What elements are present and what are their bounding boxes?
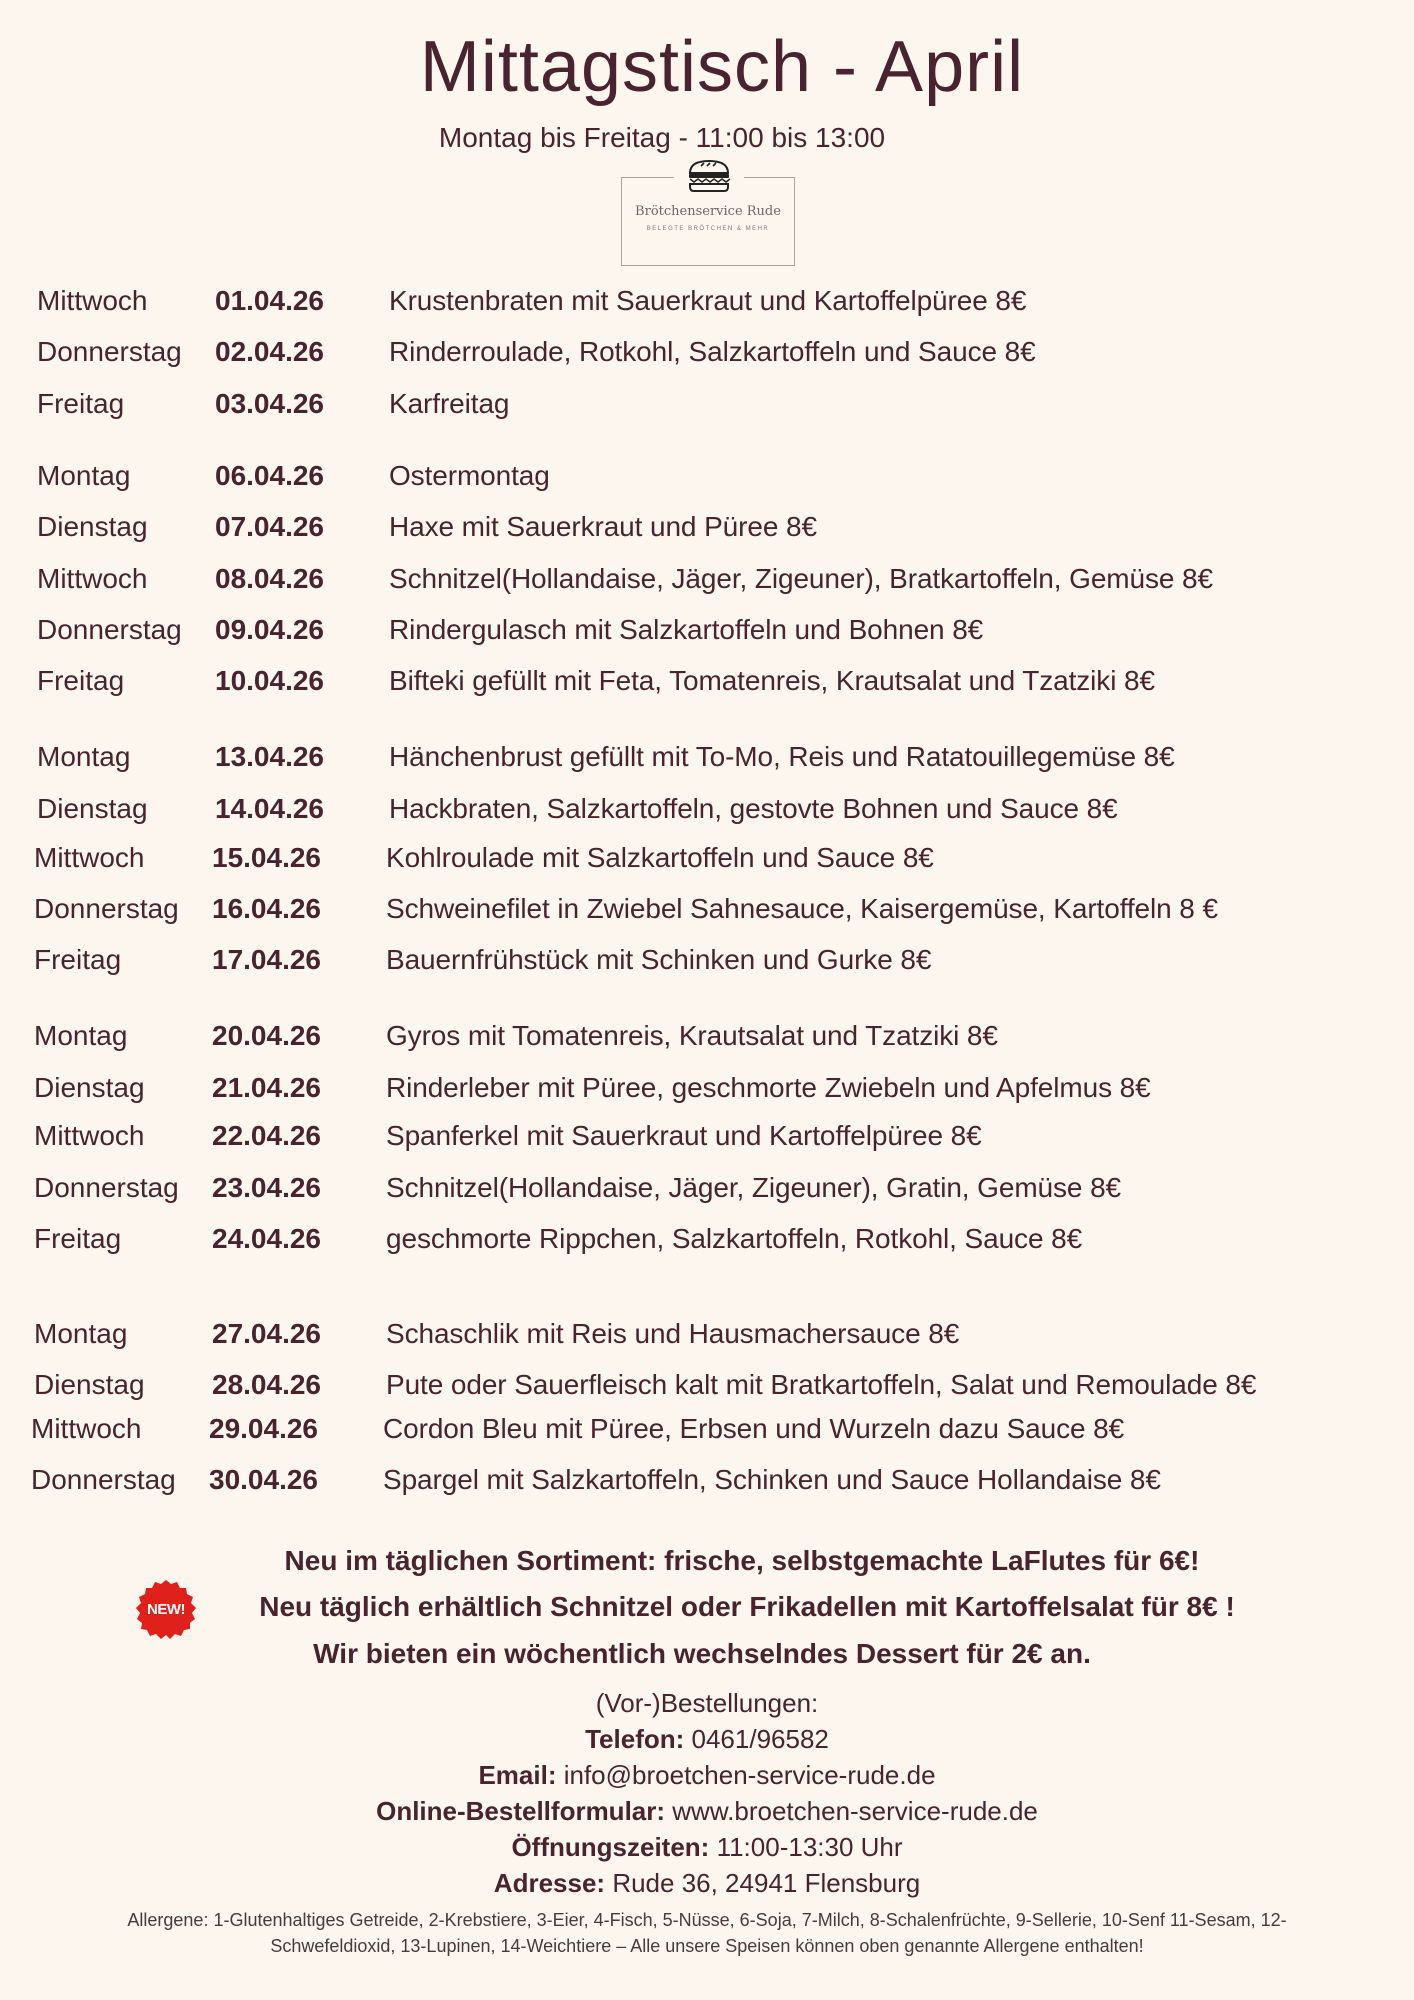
menu-date: 09.04.26 xyxy=(215,614,324,645)
menu-date: 07.04.26 xyxy=(215,511,324,542)
menu-day: Freitag xyxy=(37,665,125,696)
website-link[interactable]: www.broetchen-service-rude.de xyxy=(672,1796,1038,1826)
email-link[interactable]: info@broetchen-service-rude.de xyxy=(563,1760,936,1790)
menu-dish: Rindergulasch mit Salzkartoffeln und Bohnen 8€ xyxy=(389,614,984,645)
menu-date: 29.04.26 xyxy=(209,1413,318,1444)
menu-row xyxy=(0,1314,1414,1354)
hours-label: Öffnungszeiten: xyxy=(511,1832,710,1862)
menu-date: 22.04.26 xyxy=(212,1120,321,1151)
menu-dish: geschmorte Rippchen, Salzkartoffeln, Rotkohl, Sauce 8€ xyxy=(386,1223,1083,1254)
menu-row xyxy=(0,789,1414,829)
menu-row xyxy=(0,559,1414,599)
new-badge-label: NEW! xyxy=(147,1601,185,1618)
menu-row xyxy=(0,507,1414,547)
phone-value[interactable]: 0461/96582 xyxy=(691,1724,829,1754)
menu-day: Montag xyxy=(37,741,131,772)
menu-row xyxy=(0,1068,1414,1108)
menu-date: 23.04.26 xyxy=(212,1172,321,1203)
promo-laflutes: Neu im täglichen Sortiment: frische, selbstgemachte LaFlutes für 6€! xyxy=(284,1545,1200,1576)
menu-dish: Schnitzel(Hollandaise, Jäger, Zigeuner), Gratin, Gemüse 8€ xyxy=(386,1172,1122,1203)
menu-dish: Bauernfrühstück mit Schinken und Gurke 8€ xyxy=(386,944,932,975)
menu-day: Dienstag xyxy=(34,1072,145,1103)
page-title: Mittagstisch - April xyxy=(419,27,1025,107)
menu-date: 01.04.26 xyxy=(215,285,324,316)
menu-date: 17.04.26 xyxy=(212,944,321,975)
orders-heading: (Vor-)Bestellungen: xyxy=(595,1688,819,1718)
menu-date: 10.04.26 xyxy=(215,665,324,696)
menu-dish: Rinderroulade, Rotkohl, Salzkartoffeln und Sauce 8€ xyxy=(389,336,1036,367)
menu-row xyxy=(0,1168,1414,1208)
menu-row xyxy=(0,1460,1414,1500)
promo-dessert: Wir bieten ein wöchentlich wechselndes Dessert für 2€ an. xyxy=(313,1638,1091,1669)
contact-phone xyxy=(0,1721,1414,1757)
menu-date: 20.04.26 xyxy=(212,1020,321,1051)
address-value: Rude 36, 24941 Flensburg xyxy=(612,1868,921,1898)
order-form-label: Online-Bestellformular: xyxy=(376,1796,666,1826)
menu-dish: Gyros mit Tomatenreis, Krautsalat und Tzatziki 8€ xyxy=(386,1020,998,1051)
menu-day: Montag xyxy=(37,460,131,491)
menu-day: Donnerstag xyxy=(34,893,179,924)
menu-day: Donnerstag xyxy=(37,336,182,367)
menu-row xyxy=(0,456,1414,496)
menu-row xyxy=(0,661,1414,701)
menu-dish: Spanferkel mit Sauerkraut und Kartoffelpüree 8€ xyxy=(386,1120,982,1151)
menu-dish: Haxe mit Sauerkraut und Püree 8€ xyxy=(389,511,817,542)
menu-day: Freitag xyxy=(34,1223,122,1254)
phone-label: Telefon: xyxy=(585,1724,685,1754)
menu-date: 02.04.26 xyxy=(215,336,324,367)
menu-row xyxy=(0,332,1414,372)
menu-date: 30.04.26 xyxy=(209,1464,318,1495)
menu-row xyxy=(0,1016,1414,1056)
menu-row xyxy=(0,281,1414,321)
menu-day: Dienstag xyxy=(34,1369,145,1400)
menu-dish: Krustenbraten mit Sauerkraut und Kartoffelpüree 8€ xyxy=(389,285,1027,316)
menu-date: 03.04.26 xyxy=(215,388,324,419)
menu-dish: Hackbraten, Salzkartoffeln, gestovte Bohnen und Sauce 8€ xyxy=(389,793,1118,824)
menu-row xyxy=(0,1116,1414,1156)
logo-tagline: BELEGTE BRÖTCHEN & MEHR xyxy=(646,226,770,232)
menu-date: 28.04.26 xyxy=(212,1369,321,1400)
menu-day: Dienstag xyxy=(37,511,148,542)
contact-address xyxy=(0,1865,1414,1901)
menu-dish: Rinderleber mit Püree, geschmorte Zwiebeln und Apfelmus 8€ xyxy=(386,1072,1151,1103)
menu-dish: Schnitzel(Hollandaise, Jäger, Zigeuner), Bratkartoffeln, Gemüse 8€ xyxy=(389,563,1213,594)
menu-date: 06.04.26 xyxy=(215,460,324,491)
menu-day: Mittwoch xyxy=(37,563,148,594)
burger-icon xyxy=(686,159,732,193)
menu-dish: Kohlroulade mit Salzkartoffeln und Sauce 8€ xyxy=(386,842,934,873)
menu-date: 24.04.26 xyxy=(212,1223,321,1254)
logo xyxy=(621,177,795,266)
menu-date: 14.04.26 xyxy=(215,793,324,824)
menu-dish: Ostermontag xyxy=(389,460,550,491)
menu-date: 15.04.26 xyxy=(212,842,321,873)
menu-row xyxy=(0,1409,1414,1449)
menu-dish: Karfreitag xyxy=(389,388,510,419)
menu-dish: Schweinefilet in Zwiebel Sahnesauce, Kaisergemüse, Kartoffeln 8 € xyxy=(386,893,1218,924)
logo-name: Brötchenservice Rude xyxy=(635,204,781,219)
menu-date: 21.04.26 xyxy=(212,1072,321,1103)
menu-day: Mittwoch xyxy=(31,1413,142,1444)
menu-date: 16.04.26 xyxy=(212,893,321,924)
allergen-line-2: Schwefeldioxid, 13-Lupinen, 14-Weichtiere – Alle unsere Speisen können oben genannte Allergene enthalten! xyxy=(270,1936,1144,1956)
hours-value: 11:00-13:30 Uhr xyxy=(716,1832,903,1862)
menu-day: Montag xyxy=(34,1020,128,1051)
menu-date: 27.04.26 xyxy=(212,1318,321,1349)
menu-dish: Schaschlik mit Reis und Hausmachersauce 8€ xyxy=(386,1318,960,1349)
menu-row xyxy=(0,384,1414,424)
menu-row xyxy=(0,940,1414,980)
menu-day: Donnerstag xyxy=(31,1464,176,1495)
contact-hours xyxy=(0,1829,1414,1865)
menu-day: Montag xyxy=(34,1318,128,1349)
menu-day: Mittwoch xyxy=(37,285,148,316)
allergen-line-1: Allergene: 1-Glutenhaltiges Getreide, 2-Krebstiere, 3-Eier, 4-Fisch, 5-Nüsse, 6-Soja, 7-Milch, 8-Schalenfrüchte, 9-Sellerie, 10-Senf 11-Sesam, 12- xyxy=(127,1910,1287,1930)
menu-day: Donnerstag xyxy=(34,1172,179,1203)
menu-row xyxy=(0,610,1414,650)
menu-dish: Cordon Bleu mit Püree, Erbsen und Wurzeln dazu Sauce 8€ xyxy=(383,1413,1125,1444)
menu-row xyxy=(0,1219,1414,1259)
menu-dish: Spargel mit Salzkartoffeln, Schinken und Sauce Hollandaise 8€ xyxy=(383,1464,1161,1495)
contact-email xyxy=(0,1757,1414,1793)
menu-day: Freitag xyxy=(37,388,125,419)
menu-date: 13.04.26 xyxy=(215,741,324,772)
menu-dish: Hänchenbrust gefüllt mit To-Mo, Reis und Ratatouillegemüse 8€ xyxy=(389,741,1175,772)
menu-dish: Bifteki gefüllt mit Feta, Tomatenreis, Krautsalat und Tzatziki 8€ xyxy=(389,665,1155,696)
menu-day: Mittwoch xyxy=(34,842,145,873)
opening-subtitle: Montag bis Freitag - 11:00 bis 13:00 xyxy=(438,122,886,153)
menu-row xyxy=(0,889,1414,929)
menu-day: Freitag xyxy=(34,944,122,975)
email-label: Email: xyxy=(478,1760,557,1790)
menu-day: Dienstag xyxy=(37,793,148,824)
menu-row xyxy=(0,1365,1414,1405)
promo-schnitzel: Neu täglich erhältlich Schnitzel oder Frikadellen mit Kartoffelsalat für 8€ ! xyxy=(259,1591,1235,1622)
menu-day: Donnerstag xyxy=(37,614,182,645)
menu-day: Mittwoch xyxy=(34,1120,145,1151)
contact-order-form xyxy=(0,1793,1414,1829)
menu-row xyxy=(0,737,1414,777)
menu-dish: Pute oder Sauerfleisch kalt mit Bratkartoffeln, Salat und Remoulade 8€ xyxy=(386,1369,1257,1400)
address-label: Adresse: xyxy=(493,1868,606,1898)
menu-row xyxy=(0,838,1414,878)
menu-date: 08.04.26 xyxy=(215,563,324,594)
